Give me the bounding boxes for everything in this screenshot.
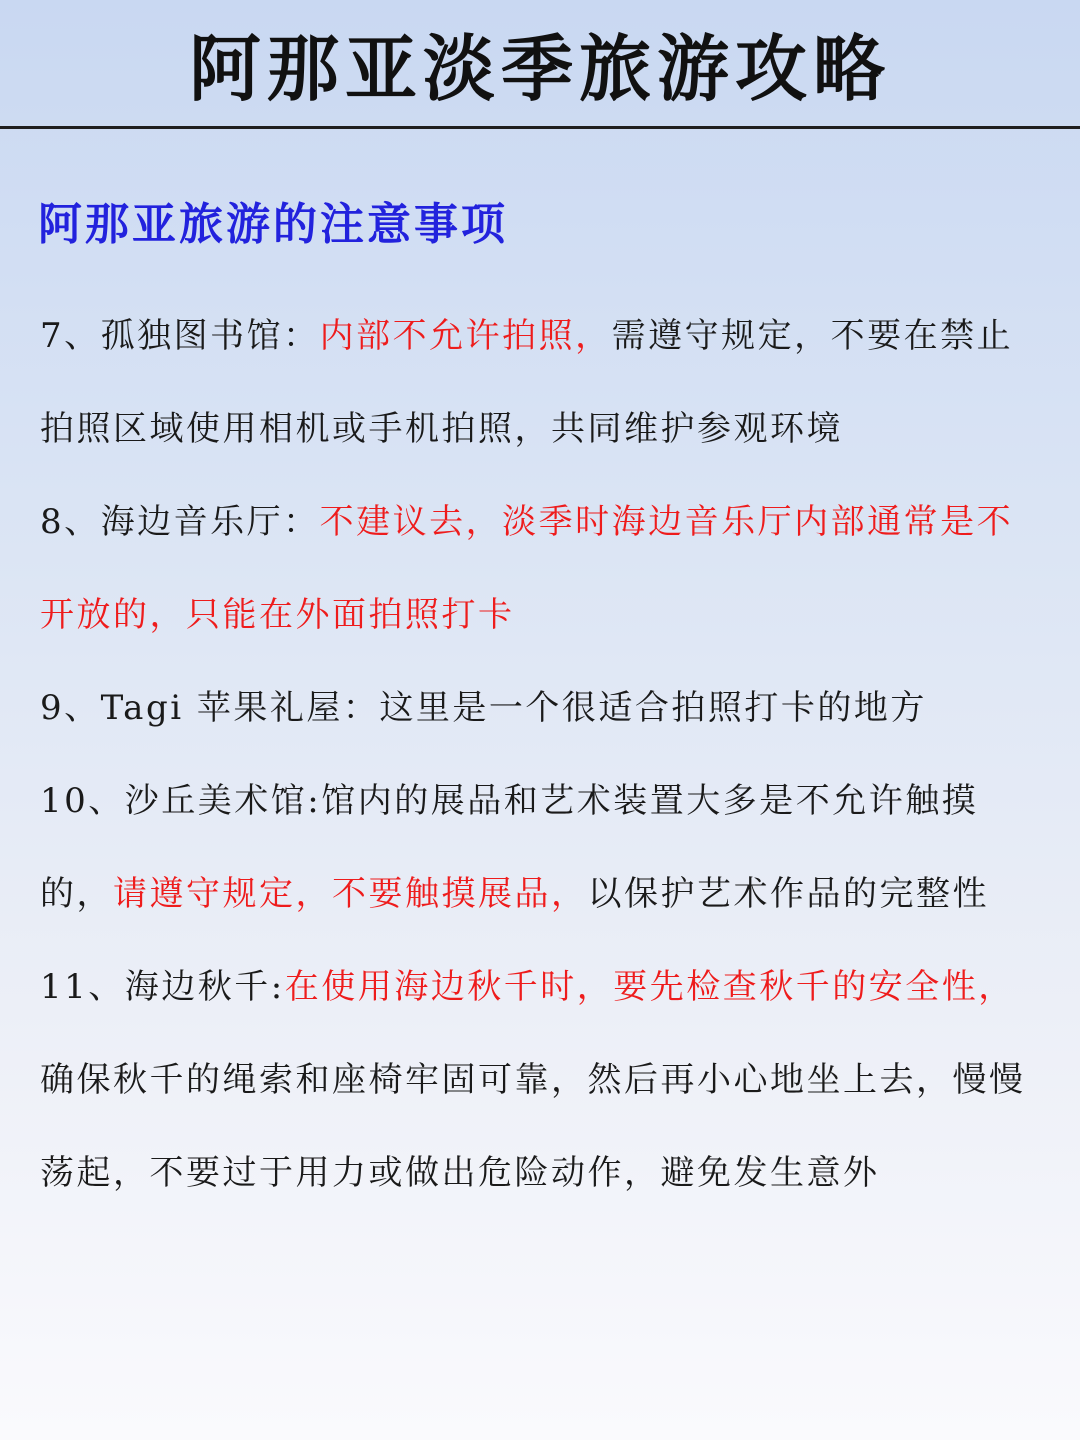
list-item-11 [40,941,1030,1220]
item-label: 11、海边秋千: [40,967,285,1007]
item-label: 9、Tagi 苹果礼屋： [40,688,380,728]
title-banner [0,0,1080,129]
item-text: 需遵守规定，不要在禁止拍照区域使用相机或手机拍照，共同维护参观环境 [40,316,1014,449]
item-label: 10、沙丘美术馆: [40,781,322,821]
list-item-8 [40,476,1030,662]
list-item-7 [40,290,1030,476]
item-highlight: 请遵守规定，不要触摸展品， [113,874,588,914]
item-label: 8、海边音乐厅： [40,502,320,542]
item-text: 这里是一个很适合拍照打卡的地方 [379,688,927,728]
item-highlight: 不建议去，淡季时海边音乐厅内部通常是不开放的，只能在外面拍照打卡 [40,502,1014,635]
notes-list [40,290,1030,1220]
list-item-10 [40,755,1030,941]
item-highlight: 在使用海边秋千时，要先检查秋千的安全性， [284,967,1015,1007]
item-highlight: 内部不允许拍照， [319,316,612,356]
page-title: 阿那亚淡季旅游攻略 [188,27,891,111]
item-label: 7、孤独图书馆： [40,316,320,356]
item-text: 确保秋千的绳索和座椅牢固可靠，然后再小心地坐上去，慢慢荡起，不要过于用力或做出危险动作，避免发生意外 [40,1060,1026,1193]
list-item-9 [40,662,1030,755]
item-text: 以保护艺术作品的完整性 [587,874,989,914]
section-title: 阿那亚旅游的注意事项 [38,199,508,250]
item-text: 馆内的展品和艺术装置大多是不允许触摸的， [40,781,979,914]
